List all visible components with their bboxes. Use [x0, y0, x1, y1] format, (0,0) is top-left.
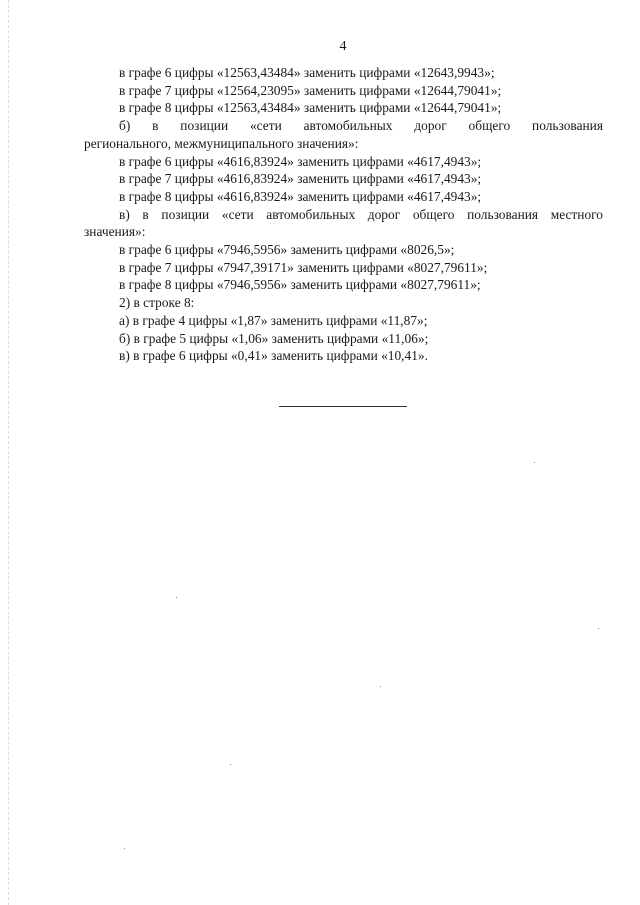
text-line: в) в позиции «сети автомобильных дорог общего пользования местного [119, 206, 603, 222]
scan-speck [230, 764, 231, 765]
scan-speck [598, 628, 599, 629]
scan-edge-mark [8, 0, 9, 905]
closing-rule [279, 406, 407, 407]
scan-speck [534, 462, 535, 463]
text-line: в графе 6 цифры «12563,43484» заменить цифрами «12643,9943»; [119, 65, 495, 80]
text-line: 2) в строке 8: [119, 295, 195, 311]
text-line: регионального, межмуниципального значения»: [84, 135, 359, 151]
text-line: в графе 6 цифры «7946,5956» заменить цифрами «8026,5»; [119, 242, 455, 258]
text-line: б) в графе 5 цифры «1,06» заменить цифрами «11,06»; [119, 330, 429, 346]
text-line: в графе 7 цифры «4616,83924» заменить цифрами «4617,4943»; [119, 171, 482, 187]
text-line: в) в графе 6 цифры «0,41» заменить цифрами «10,41». [119, 348, 428, 364]
text-line: а) в графе 4 цифры «1,87» заменить цифрами «11,87»; [119, 312, 428, 328]
text-line: в графе 7 цифры «7947,39171» заменить цифрами «8027,79611»; [119, 259, 488, 275]
text-line: значения»: [84, 224, 146, 240]
text-line: в графе 8 цифры «7946,5956» заменить цифрами «8027,79611»; [119, 277, 481, 293]
scan-speck [176, 597, 177, 598]
text-line: в графе 8 цифры «4616,83924» заменить цифрами «4617,4943»; [119, 188, 482, 204]
scan-speck [124, 848, 125, 849]
text-line: в графе 6 цифры «4616,83924» заменить цифрами «4617,4943»; [119, 153, 482, 169]
text-line: в графе 8 цифры «12563,43484» заменить цифрами «12644,79041»; [119, 100, 502, 116]
page-number: 4 [339, 39, 347, 54]
scan-speck [380, 686, 381, 687]
text-line: б) в позиции «сети автомобильных дорог общего пользования [119, 118, 603, 134]
document-body [84, 64, 603, 365]
text-line: в графе 7 цифры «12564,23095» заменить цифрами «12644,79041»; [119, 82, 502, 98]
